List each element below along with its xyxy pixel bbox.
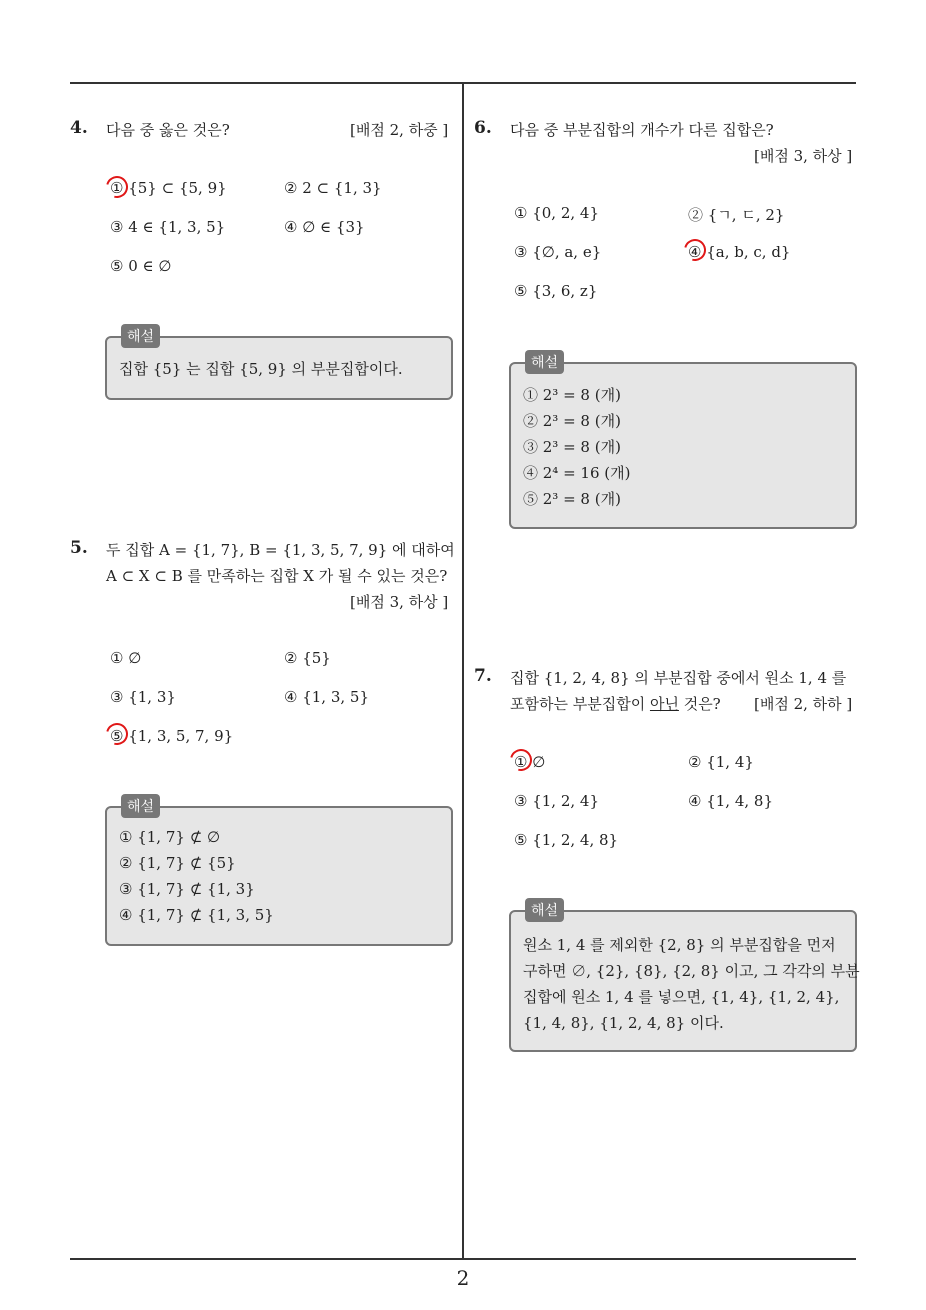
solution-line: ③ {1, 7} ⊄ {1, 3}: [119, 880, 255, 898]
question-score: [배점 3, 하상 ]: [754, 147, 853, 165]
solution-line: ② 2³ = 8 (개): [523, 412, 621, 430]
solution-box: [105, 329, 453, 400]
choice-1[interactable]: ① ∅: [514, 753, 546, 771]
question-number: 4.: [70, 118, 88, 138]
choice-5[interactable]: ⑤ {3, 6, z}: [514, 282, 598, 300]
choice-2[interactable]: ② {5}: [284, 649, 331, 667]
page-number: 2: [456, 1266, 470, 1290]
choice-4[interactable]: ④ ∅ ∈ {3}: [284, 218, 365, 236]
choice-3[interactable]: ③ 4 ∈ {1, 3, 5}: [110, 218, 226, 236]
choice-2[interactable]: ② {ㄱ, ㄷ, 2}: [688, 206, 785, 224]
choice-4[interactable]: ④ {1, 4, 8}: [688, 792, 774, 810]
choice-1[interactable]: ① {0, 2, 4}: [514, 204, 600, 222]
choice-1[interactable]: ① ∅: [110, 649, 142, 667]
choice-1[interactable]: ① {5} ⊂ {5, 9}: [110, 179, 227, 197]
choice-5[interactable]: ⑤ {1, 3, 5, 7, 9}: [110, 727, 234, 745]
solution-line: 원소 1, 4 를 제외한 {2, 8} 의 부분집합을 먼저: [523, 936, 836, 954]
text-segment: 것은?: [678, 695, 721, 713]
solution-tag: 해설: [121, 324, 160, 348]
question-text: 다음 중 옳은 것은?: [106, 121, 230, 139]
solution-line: 집합에 원소 1, 4 를 넣으면, {1, 4}, {1, 2, 4},: [523, 988, 840, 1006]
solution-line: ② {1, 7} ⊄ {5}: [119, 854, 236, 872]
choice-3[interactable]: ③ {∅, a, e}: [514, 243, 602, 261]
choice-2[interactable]: ② {1, 4}: [688, 753, 754, 771]
question-number: 5.: [70, 538, 88, 558]
choice-4[interactable]: ④ {1, 3, 5}: [284, 688, 370, 706]
question-score: [배점 3, 하상 ]: [350, 593, 449, 611]
solution-line: {1, 4, 8}, {1, 2, 4, 8} 이다.: [523, 1014, 724, 1032]
solution-line: ④ {1, 7} ⊄ {1, 3, 5}: [119, 906, 274, 924]
underlined-word: 아닌: [649, 695, 679, 713]
column-divider: [462, 83, 464, 1258]
solution-line: 구하면 ∅, {2}, {8}, {2, 8} 이고, 그 각각의 부분: [523, 962, 860, 980]
solution-line: ③ 2³ = 8 (개): [523, 438, 621, 456]
bottom-rule: [70, 1258, 856, 1260]
solution-tag: 해설: [121, 794, 160, 818]
solution-line: ① {1, 7} ⊄ ∅: [119, 828, 221, 846]
question-text-line-1: 집합 {1, 2, 4, 8} 의 부분집합 중에서 원소 1, 4 를: [510, 669, 847, 687]
solution-tag: 해설: [525, 350, 564, 374]
solution-box: [105, 799, 453, 946]
question-number: 7.: [474, 666, 492, 686]
solution-box: [509, 355, 857, 529]
choice-5[interactable]: ⑤ {1, 2, 4, 8}: [514, 831, 619, 849]
choice-5[interactable]: ⑤ 0 ∈ ∅: [110, 257, 172, 275]
solution-line: ① 2³ = 8 (개): [523, 386, 621, 404]
question-text-line-2: A ⊂ X ⊂ B 를 만족하는 집합 X 가 될 수 있는 것은?: [106, 567, 448, 585]
solution-line: ⑤ 2³ = 8 (개): [523, 490, 621, 508]
choice-4[interactable]: ④ {a, b, c, d}: [688, 243, 791, 261]
choice-2[interactable]: ② 2 ⊂ {1, 3}: [284, 179, 382, 197]
question-text-line-1: 두 집합 A = {1, 7}, B = {1, 3, 5, 7, 9} 에 대하여: [106, 541, 455, 559]
question-number: 6.: [474, 118, 492, 138]
question-score: [배점 2, 하중 ]: [350, 121, 449, 139]
solution-box: [509, 903, 860, 1052]
question-text: 다음 중 부분집합의 개수가 다른 집합은?: [510, 121, 774, 139]
answer-mark-icon: [102, 172, 132, 202]
choice-3[interactable]: ③ {1, 2, 4}: [514, 792, 600, 810]
choice-3[interactable]: ③ {1, 3}: [110, 688, 176, 706]
solution-line: 집합 {5} 는 집합 {5, 9} 의 부분집합이다.: [119, 360, 403, 378]
text-segment: 포함하는 부분집합이: [510, 695, 650, 713]
solution-tag: 해설: [525, 898, 564, 922]
question-text-line-2: [510, 693, 721, 714]
question-score: [배점 2, 하하 ]: [754, 695, 853, 713]
solution-line: ④ 2⁴ = 16 (개): [523, 464, 631, 482]
